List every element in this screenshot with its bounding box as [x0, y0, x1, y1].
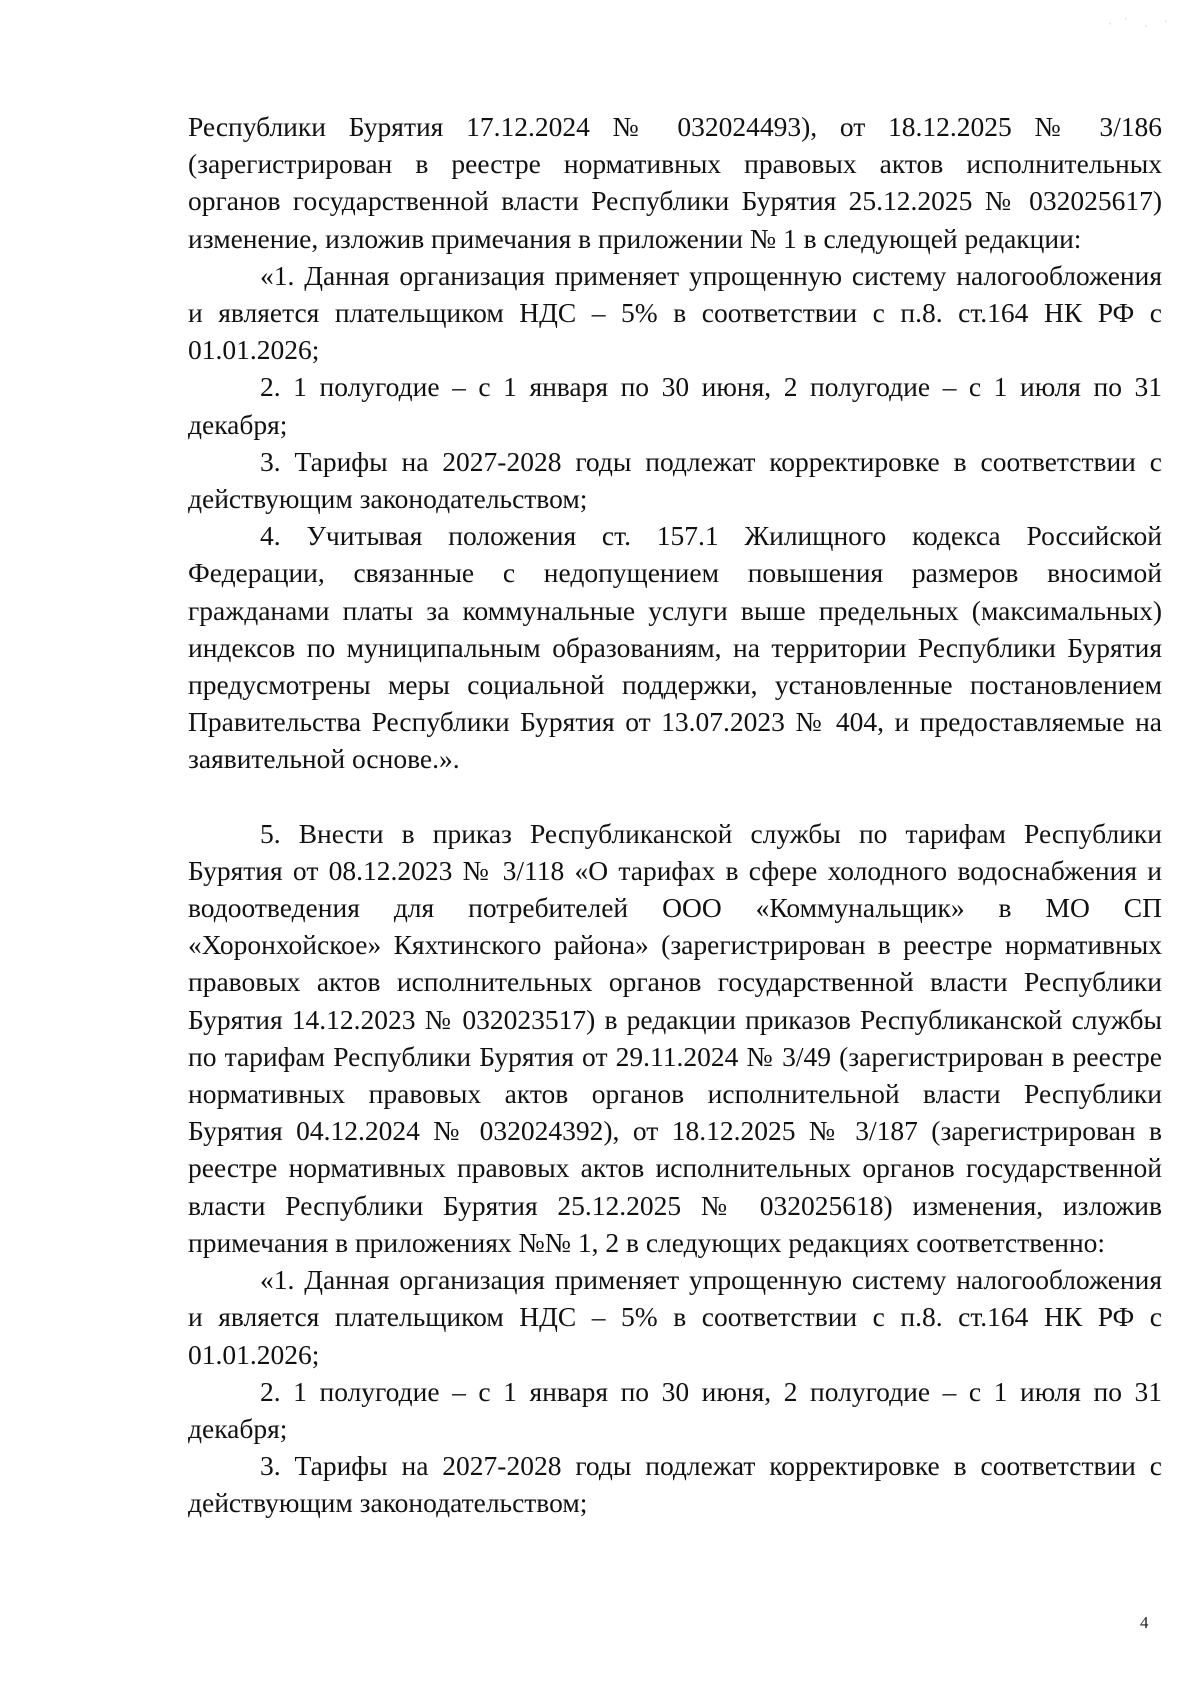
note-4-paragraph: 4. Учитывая положения ст. 157.1 Жилищного кодекса Российской Федерации, связанные с недопущением повышения размеров вносимой гражданами платы за коммунальные услуги выше предельных (максимальных) индексов по муниципальным образованиям, на территории Республики Бурятия предусмотрены меры социальной поддержки, установленные постановлением Правительства Республики Бурятия от 13.07.2023 № 404, и предоставляемые на заявительной основе.».: [188, 520, 1162, 775]
item-5-note-3-paragraph: 3. Тарифы на 2027-2028 годы подлежат корректировке в соответствии с действующим законодательством;: [188, 1450, 1162, 1519]
item-5-paragraph: 5. Внести в приказ Республиканской службы по тарифам Республики Бурятия от 08.12.2023 № 3/118 «О тарифах в сфере холодного водоснабжения и водоотведения для потребителей ООО «Коммунальщик» в МО СП «Хоронхойское» Кяхтинского района» (зарегистрирован в реестре нормативных правовых актов исполнительных органов государственной власти Республики Бурятия 14.12.2023 № 032023517) в редакции приказов Республиканской службы по тарифам Республики Бурятия от 29.11.2024 № 3/49 (зарегистрирован в реестре нормативных правовых актов органов исполнительной власти Республики Бурятия 04.12.2024 № 032024392), от 18.12.2025 № 3/187 (зарегистрирован в реестре нормативных правовых актов исполнительных органов государственной власти Республики Бурятия 25.12.2025 № 032025618) изменения, изложив примечания в приложениях №№ 1, 2 в следующих редакциях соответственно:: [188, 817, 1162, 1258]
document-body: [188, 108, 1162, 1522]
paragraph-gap: [188, 778, 1162, 815]
note-1-paragraph: «1. Данная организация применяет упрощенную систему налогообложения и является плательщиком НДС – 5% в соответствии с п.8. ст.164 НК РФ с 01.01.2026;: [188, 259, 1162, 366]
item-5-note-2-paragraph: 2. 1 полугодие – с 1 января по 30 июня, 2 полугодие – с 1 июля по 31 декабря;: [188, 1375, 1162, 1444]
item-5-note-1-paragraph: «1. Данная организация применяет упрощенную систему налогообложения и является плательщиком НДС – 5% в соответствии с п.8. ст.164 НК РФ с 01.01.2026;: [188, 1264, 1162, 1370]
scan-speckle: [1102, 14, 1182, 38]
paragraph-continuation: Республики Бурятия 17.12.2024 № 032024493), от 18.12.2025 № 3/186 (зарегистрирован в реестре нормативных правовых актов исполнительных органов государственной власти Республики Бурятия 25.12.2025 № 032025617) изменение, изложив примечания в приложении № 1 в следующей редакции:: [188, 111, 1162, 254]
note-3-paragraph: 3. Тарифы на 2027-2028 годы подлежат корректировке в соответствии с действующим законодательством;: [188, 445, 1162, 515]
page-number: 4: [1140, 1613, 1149, 1632]
note-2-paragraph: 2. 1 полугодие – с 1 января по 30 июня, 2 полугодие – с 1 июля по 31 декабря;: [188, 371, 1162, 440]
